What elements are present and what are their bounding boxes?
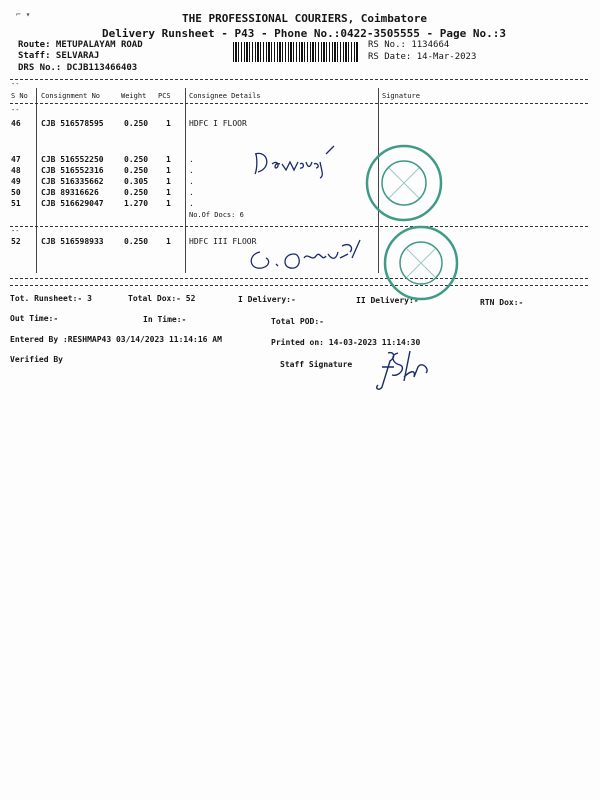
no-of-docs: No.Of Docs: 6: [189, 211, 244, 219]
i-delivery: I Delivery:-: [238, 295, 296, 304]
table-row-weight: 1.270: [124, 199, 149, 208]
tot-runsheet: Tot. Runsheet:- 3: [10, 294, 92, 303]
table-row-sno: 46: [11, 119, 21, 128]
table-row-details: HDFC I FLOOR: [189, 119, 247, 128]
verified-by: Verified By: [10, 355, 63, 364]
table-row-consignment: CJB 516598933: [41, 237, 104, 246]
divider: [10, 103, 588, 104]
column-header-sno: S No: [11, 92, 28, 100]
table-row-details: .: [189, 155, 194, 164]
row-marker: --: [11, 227, 20, 235]
column-header-consignment: Consignment No: [41, 92, 101, 100]
ii-delivery: II Delivery:-: [356, 296, 419, 305]
row-marker: --: [11, 106, 20, 114]
table-row-sno: 48: [11, 166, 21, 175]
row-marker: --: [11, 80, 20, 88]
divider: [10, 278, 588, 279]
page-subtitle: Delivery Runsheet - P43 - Phone No.:0422-3505555 - Page No.:3: [102, 27, 506, 40]
table-row-details: .: [189, 199, 194, 208]
in-time: In Time:-: [143, 315, 187, 324]
table-row-consignment: CJB 516578595: [41, 119, 104, 128]
barcode: [233, 42, 359, 62]
staff-signature-label: Staff Signature: [280, 360, 353, 369]
table-row-pcs: 1: [166, 166, 171, 175]
column-header-weight: Weight: [121, 92, 147, 100]
corner-mark: ⌐ ▾: [16, 10, 31, 19]
table-row-consignment: CJB 516629047: [41, 199, 104, 208]
table-row-weight: 0.250: [124, 155, 149, 164]
table-row-pcs: 1: [166, 199, 171, 208]
table-row-pcs: 1: [166, 237, 171, 246]
table-row-consignment: CJB 516552250: [41, 155, 104, 164]
printed-on: Printed on: 14-03-2023 11:14:30: [271, 338, 421, 347]
table-row-weight: 0.250: [124, 166, 149, 175]
rs-date: RS Date: 14-Mar-2023: [368, 52, 477, 62]
table-row-details: HDFC III FLOOR: [189, 237, 257, 246]
table-row-details: .: [189, 166, 194, 175]
table-row-weight: 0.250: [124, 188, 149, 197]
table-row-pcs: 1: [166, 188, 171, 197]
route-label: Route: METUPALAYAM ROAD: [18, 40, 143, 50]
table-row-sno: 47: [11, 155, 21, 164]
table-row-details: .: [189, 177, 194, 186]
table-row-sno: 50: [11, 188, 21, 197]
column-header-consignee: Consignee Details: [189, 92, 261, 100]
table-row-pcs: 1: [166, 177, 171, 186]
bank-stamp: [382, 224, 460, 302]
column-header-pcs: PCS: [158, 92, 171, 100]
table-row-sno: 49: [11, 177, 21, 186]
handwritten-signature: [250, 142, 345, 180]
handwritten-signature: [242, 232, 382, 274]
total-pod: Total POD:-: [271, 317, 324, 326]
rs-number: RS No.: 1134664: [368, 40, 450, 50]
staff-label: Staff: SELVARAJ: [18, 51, 100, 61]
total-dox: Total Dox:- 52: [128, 294, 196, 303]
table-row-pcs: 1: [166, 155, 171, 164]
table-row-pcs: 1: [166, 119, 171, 128]
page-title: THE PROFESSIONAL COURIERS, Coimbatore: [182, 12, 428, 25]
rtn-dox: RTN Dox:-: [480, 298, 524, 307]
drs-number: DRS No.: DCJB113466403: [18, 63, 138, 73]
staff-signature: [368, 347, 448, 392]
divider: [10, 285, 588, 286]
table-row-details: .: [189, 188, 194, 197]
out-time: Out Time:-: [10, 314, 59, 323]
table-row-sno: 52: [11, 237, 21, 246]
table-row-sno: 51: [11, 199, 21, 208]
table-row-weight: 0.250: [124, 119, 149, 128]
table-row-weight: 0.305: [124, 177, 149, 186]
table-row-consignment: CJB 516552316: [41, 166, 104, 175]
table-row-consignment: CJB 89316626: [41, 188, 99, 197]
table-row-consignment: CJB 516335662: [41, 177, 104, 186]
column-divider: [36, 88, 37, 273]
divider: [10, 79, 588, 80]
column-divider: [185, 88, 186, 273]
bank-stamp: [364, 143, 444, 223]
divider: [10, 226, 588, 227]
table-row-weight: 0.250: [124, 237, 149, 246]
column-header-signature: Signature: [382, 92, 420, 100]
entered-by: Entered By :RESHMAP43 03/14/2023 11:14:16 AM: [10, 335, 222, 344]
